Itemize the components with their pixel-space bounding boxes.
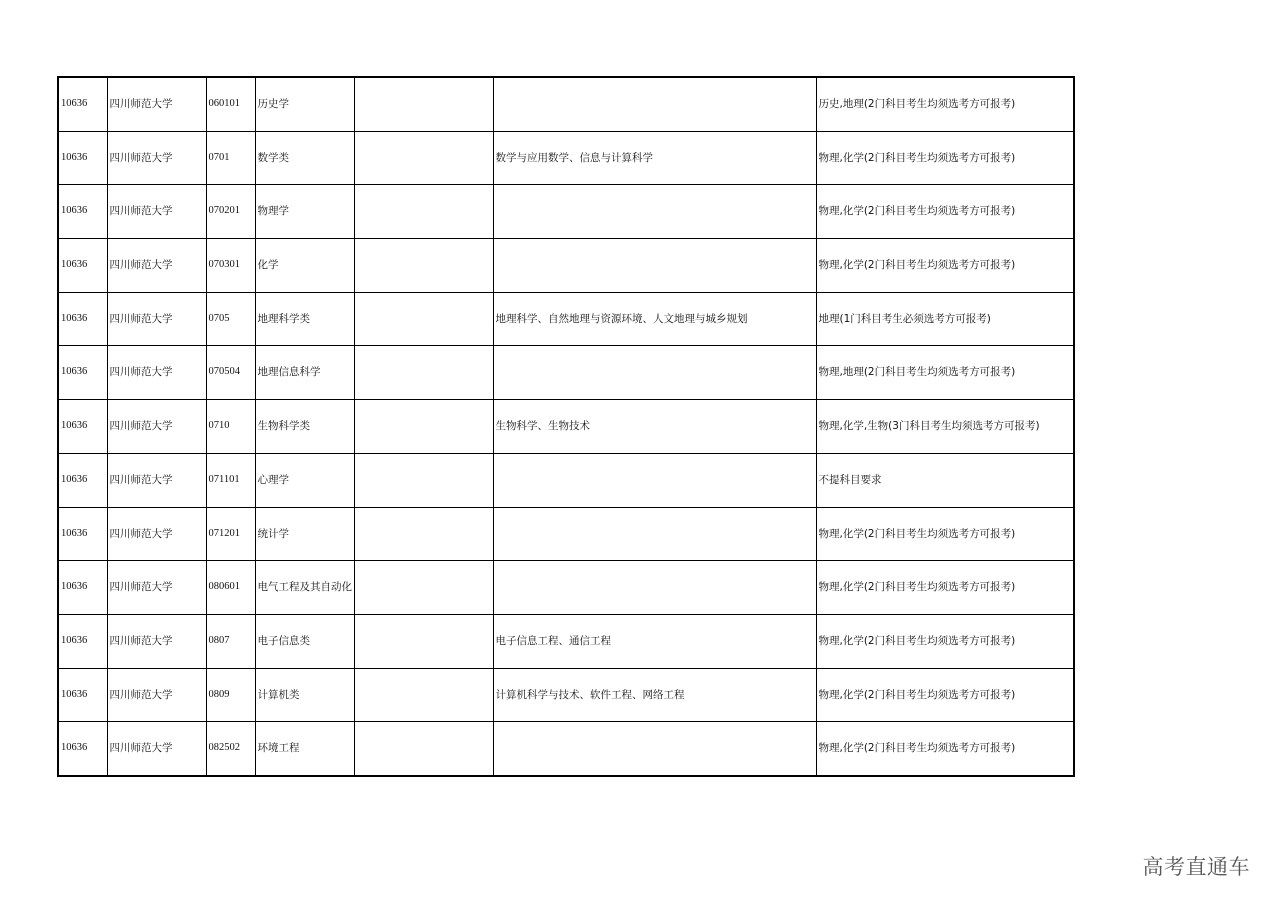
school-name-cell: 四川师范大学 <box>107 507 206 561</box>
included-majors-cell <box>493 77 816 131</box>
school-code-cell: 10636 <box>58 400 107 454</box>
major-name-cell: 电气工程及其自动化 <box>255 561 354 615</box>
major-name-cell: 物理学 <box>255 185 354 239</box>
subject-requirement-cell: 物理,化学,生物(3门科目考生均须选考方可报考) <box>816 400 1074 454</box>
table-row <box>58 77 1074 131</box>
school-name-cell: 四川师范大学 <box>107 77 206 131</box>
major-code-cell: 071101 <box>206 453 255 507</box>
subject-requirement-cell: 物理,化学(2门科目考生均须选考方可报考) <box>816 722 1074 776</box>
major-code-cell: 0701 <box>206 131 255 185</box>
subject-requirement-cell: 物理,化学(2门科目考生均须选考方可报考) <box>816 614 1074 668</box>
empty-cell <box>354 507 493 561</box>
major-code-cell: 060101 <box>206 77 255 131</box>
major-code-cell: 082502 <box>206 722 255 776</box>
school-code-cell: 10636 <box>58 722 107 776</box>
table-row <box>58 507 1074 561</box>
table-row <box>58 346 1074 400</box>
included-majors-cell <box>493 346 816 400</box>
empty-cell <box>354 668 493 722</box>
watermark-text: 高考直通车 <box>1142 855 1250 879</box>
subject-requirement-cell: 物理,化学(2门科目考生均须选考方可报考) <box>816 239 1074 293</box>
subject-requirement-cell: 历史,地理(2门科目考生均须选考方可报考) <box>816 77 1074 131</box>
school-code-cell: 10636 <box>58 453 107 507</box>
subject-requirement-cell: 地理(1门科目考生必须选考方可报考) <box>816 292 1074 346</box>
major-code-cell: 071201 <box>206 507 255 561</box>
school-code-cell: 10636 <box>58 561 107 615</box>
major-code-cell: 070301 <box>206 239 255 293</box>
table-row <box>58 614 1074 668</box>
included-majors-cell <box>493 722 816 776</box>
school-name-cell: 四川师范大学 <box>107 346 206 400</box>
included-majors-cell <box>493 507 816 561</box>
included-majors-cell: 数学与应用数学、信息与计算科学 <box>493 131 816 185</box>
empty-cell <box>354 131 493 185</box>
school-code-cell: 10636 <box>58 507 107 561</box>
major-name-cell: 统计学 <box>255 507 354 561</box>
school-code-cell: 10636 <box>58 668 107 722</box>
major-name-cell: 数学类 <box>255 131 354 185</box>
table-row <box>58 561 1074 615</box>
empty-cell <box>354 185 493 239</box>
major-name-cell: 电子信息类 <box>255 614 354 668</box>
school-name-cell: 四川师范大学 <box>107 722 206 776</box>
table-row <box>58 292 1074 346</box>
included-majors-cell <box>493 453 816 507</box>
school-name-cell: 四川师范大学 <box>107 239 206 293</box>
school-name-cell: 四川师范大学 <box>107 185 206 239</box>
included-majors-cell: 电子信息工程、通信工程 <box>493 614 816 668</box>
school-name-cell: 四川师范大学 <box>107 292 206 346</box>
empty-cell <box>354 292 493 346</box>
included-majors-cell <box>493 185 816 239</box>
major-code-cell: 0705 <box>206 292 255 346</box>
included-majors-cell <box>493 239 816 293</box>
major-code-cell: 080601 <box>206 561 255 615</box>
included-majors-cell: 地理科学、自然地理与资源环境、人文地理与城乡规划 <box>493 292 816 346</box>
table-row <box>58 668 1074 722</box>
subject-requirement-cell: 物理,化学(2门科目考生均须选考方可报考) <box>816 507 1074 561</box>
table-row <box>58 400 1074 454</box>
empty-cell <box>354 614 493 668</box>
school-code-cell: 10636 <box>58 346 107 400</box>
subject-requirement-cell: 物理,化学(2门科目考生均须选考方可报考) <box>816 131 1074 185</box>
empty-cell <box>354 400 493 454</box>
subject-requirement-cell: 物理,化学(2门科目考生均须选考方可报考) <box>816 185 1074 239</box>
empty-cell <box>354 561 493 615</box>
major-code-cell: 070201 <box>206 185 255 239</box>
empty-cell <box>354 722 493 776</box>
subject-requirement-cell: 不提科目要求 <box>816 453 1074 507</box>
major-name-cell: 历史学 <box>255 77 354 131</box>
empty-cell <box>354 239 493 293</box>
school-code-cell: 10636 <box>58 185 107 239</box>
school-name-cell: 四川师范大学 <box>107 131 206 185</box>
table-row <box>58 722 1074 776</box>
major-requirements-table <box>57 76 1075 777</box>
major-name-cell: 地理信息科学 <box>255 346 354 400</box>
subject-requirement-cell: 物理,化学(2门科目考生均须选考方可报考) <box>816 561 1074 615</box>
table-row <box>58 453 1074 507</box>
school-code-cell: 10636 <box>58 292 107 346</box>
major-name-cell: 化学 <box>255 239 354 293</box>
school-code-cell: 10636 <box>58 131 107 185</box>
school-code-cell: 10636 <box>58 77 107 131</box>
table-row <box>58 185 1074 239</box>
school-name-cell: 四川师范大学 <box>107 668 206 722</box>
major-code-cell: 0809 <box>206 668 255 722</box>
subject-requirement-cell: 物理,地理(2门科目考生均须选考方可报考) <box>816 346 1074 400</box>
subject-requirement-cell: 物理,化学(2门科目考生均须选考方可报考) <box>816 668 1074 722</box>
school-code-cell: 10636 <box>58 239 107 293</box>
empty-cell <box>354 453 493 507</box>
school-name-cell: 四川师范大学 <box>107 453 206 507</box>
major-name-cell: 心理学 <box>255 453 354 507</box>
table-row <box>58 239 1074 293</box>
table-body <box>58 77 1074 776</box>
major-code-cell: 0710 <box>206 400 255 454</box>
included-majors-cell: 生物科学、生物技术 <box>493 400 816 454</box>
empty-cell <box>354 346 493 400</box>
school-code-cell: 10636 <box>58 614 107 668</box>
school-name-cell: 四川师范大学 <box>107 400 206 454</box>
included-majors-cell: 计算机科学与技术、软件工程、网络工程 <box>493 668 816 722</box>
empty-cell <box>354 77 493 131</box>
table-row <box>58 131 1074 185</box>
included-majors-cell <box>493 561 816 615</box>
major-name-cell: 环境工程 <box>255 722 354 776</box>
major-name-cell: 生物科学类 <box>255 400 354 454</box>
school-name-cell: 四川师范大学 <box>107 614 206 668</box>
major-code-cell: 070504 <box>206 346 255 400</box>
major-name-cell: 计算机类 <box>255 668 354 722</box>
school-name-cell: 四川师范大学 <box>107 561 206 615</box>
major-name-cell: 地理科学类 <box>255 292 354 346</box>
major-code-cell: 0807 <box>206 614 255 668</box>
